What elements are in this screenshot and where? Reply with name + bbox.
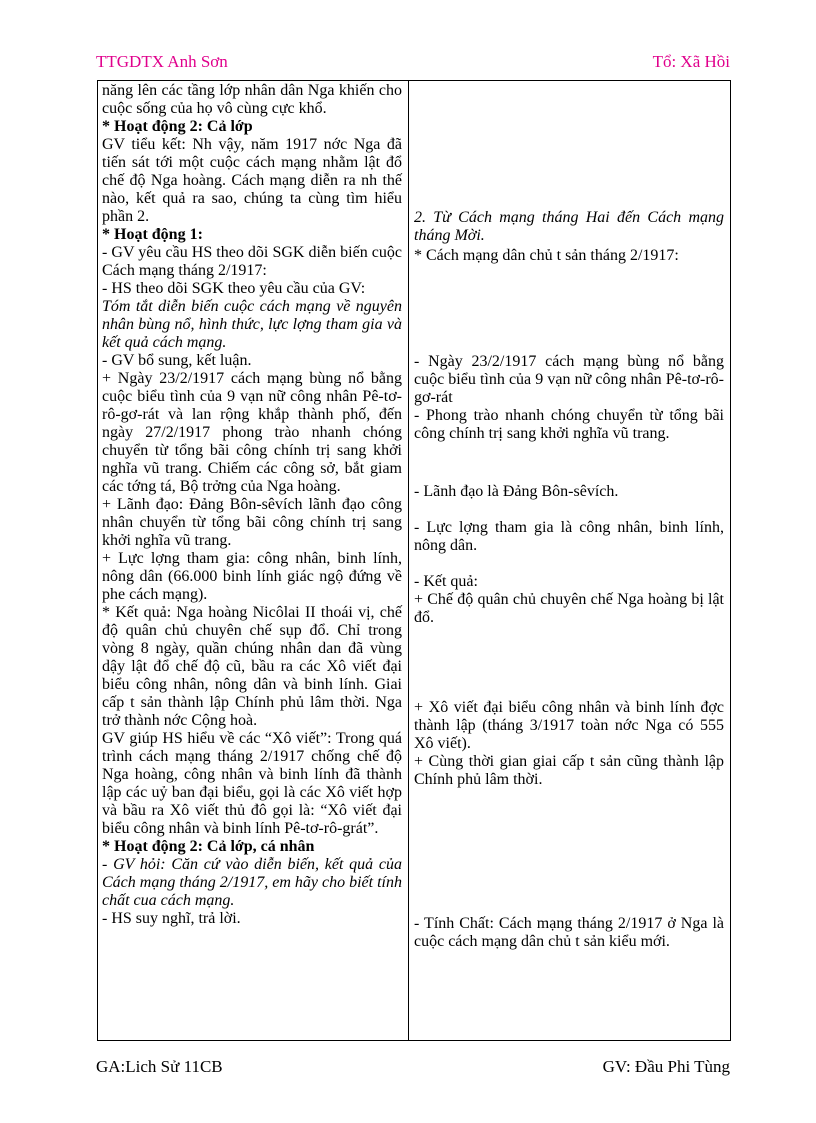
content-item: + Chế độ quân chủ chuyên chế Nga hoàng bị lật đổ.	[414, 591, 724, 626]
content-item: * Cách mạng dân chủ t sản tháng 2/1917:	[414, 247, 679, 264]
section-title: 2. Từ Cách mạng tháng Hai đến Cách mạng tháng Mời.	[414, 209, 724, 244]
task-italic: Tóm tắt diễn biến cuộc cách mạng về nguyên nhân bùng nổ, hình thức, lực lợng tham gia và kết quả cách mạng.	[102, 298, 402, 351]
content-item: + Cùng thời gian giai cấp t sản cũng thành lập Chính phủ lâm thời.	[414, 753, 724, 788]
paragraph: - HS theo dõi SGK theo yêu cầu của GV:	[102, 280, 366, 297]
paragraph: - HS suy nghĩ, trả lời.	[102, 910, 241, 927]
paragraph: GV giúp HS hiểu về các “Xô viết”: Trong quá trình cách mạng tháng 2/1917 chống chế độ Nga hoàng, công nhân và binh lính đã thành lập các uỷ ban đại biểu, gọi là các Xô viết hợp và bầu ra Xô viết thủ đô gọi là: “Xô viết đại biểu công nhân và binh lính Pê-tơ-rô-grát”.	[102, 730, 402, 837]
footer-teacher: GV: Đầu Phi Tùng	[602, 1057, 730, 1076]
paragraph: * Kết quả: Nga hoàng Nicôlai II thoái vị, chế độ quân chủ chuyên chế sụp đổ. Chỉ trong vòng 8 ngày, quần chúng nhân dan đã vùng dậy lật đổ chế độ cũ, bầu ra các Xô viết đại biểu công nhân, nông dân và binh lính. Giai cấp t sản thành lập Chính phủ lâm thời. Nga trở thành nớc Cộng hoà.	[102, 604, 402, 729]
content-item: - Tính Chất: Cách mạng tháng 2/1917 ở Nga là cuộc cách mạng dân chủ t sản kiểu mới.	[414, 915, 724, 950]
content-item: - Ngày 23/2/1917 cách mạng bùng nổ bằng cuộc biểu tình của 9 vạn nữ công nhân Pê-tơ-rô-gơ-rát	[414, 353, 724, 406]
activity-heading: * Hoạt động 2: Cả lớp	[102, 118, 253, 135]
content-item: + Xô viết đại biểu công nhân và binh lính đợc thành lập (tháng 3/1917 toàn nớc Nga có 555 Xô viết).	[414, 699, 724, 752]
footer-subject: GA:Lich Sử 11CB	[96, 1057, 223, 1076]
header-school: TTGDTX Anh Sơn	[96, 52, 228, 71]
content-item: - Lực lợng tham gia là công nhân, binh lính, nông dân.	[414, 519, 724, 554]
teacher-student-activities-column	[102, 81, 402, 928]
paragraph: + Ngày 23/2/1917 cách mạng bùng nổ bằng cuộc biểu tình của 9 vạn nữ công nhân Pê-tơ-rô-gơ-rát và lan rộng khắp thành phố, đến ngày 27/2/1917 phong trào nhanh chóng chuyển từ tổng bãi công chính trị sang khởi nghĩa vũ trang. Chiếm các công sở, bắt giam các tớng tá, Bộ trởng của Nga hoàng.	[102, 370, 402, 495]
content-item: - Phong trào nhanh chóng chuyển từ tổng bãi công chính trị sang khởi nghĩa vũ trang.	[414, 407, 724, 442]
paragraph: - GV yêu cầu HS theo dõi SGK diễn biến cuộc Cách mạng tháng 2/1917:	[102, 244, 402, 279]
paragraph: năng lên các tầng lớp nhân dân Nga khiến cho cuộc sống của họ vô cùng cực khổ.	[102, 82, 402, 117]
column-divider	[408, 81, 409, 1040]
lesson-table	[97, 80, 731, 1041]
activity-heading: * Hoạt động 1:	[102, 226, 203, 243]
paragraph: + Lãnh đạo: Đảng Bôn-sêvích lãnh đạo công nhân chuyển từ tổng bãi công chính trị sang khởi nghĩa vũ trang.	[102, 496, 402, 549]
paragraph: - GV bổ sung, kết luận.	[102, 352, 252, 369]
paragraph: + Lực lợng tham gia: công nhân, binh lính, nông dân (66.000 binh lính giác ngộ đứng về phe cách mạng).	[102, 550, 402, 603]
header-department: Tổ: Xã Hồi	[652, 52, 730, 71]
content-item: - Lãnh đạo là Đảng Bôn-sêvích.	[414, 483, 619, 500]
paragraph: GV tiểu kết: Nh vậy, năm 1917 nớc Nga đã tiến sát tới một cuộc cách mạng nhằm lật đổ chế độ Nga hoàng. Cách mạng diễn ra nh thế nào, kết quả ra sao, chúng ta cùng tìm hiểu phần 2.	[102, 136, 402, 225]
content-item: - Kết quả:	[414, 573, 478, 590]
question-italic: - GV hỏi: Căn cứ vào diễn biến, kết quả của Cách mạng tháng 2/1917, em hãy cho biết tính chất cua cách mạng.	[102, 856, 402, 909]
activity-heading: * Hoạt động 2: Cả lớp, cá nhân	[102, 838, 315, 855]
